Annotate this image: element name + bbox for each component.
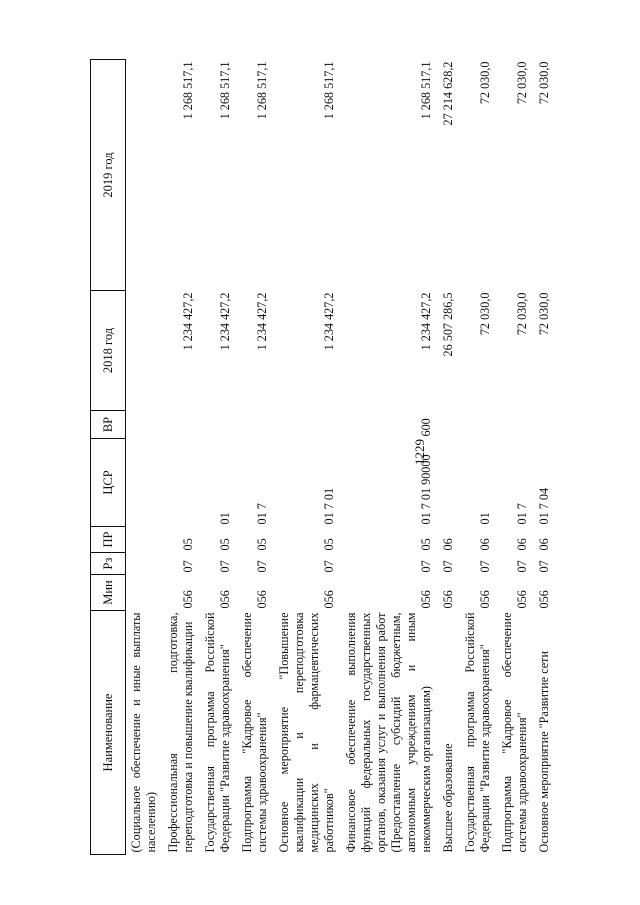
header-csr: ЦСР [91,439,126,527]
row-csr [163,439,200,527]
row-csr: 01 7 04 [537,487,551,525]
row-2018: 1 234 427,2 [181,292,195,351]
row-min [126,575,164,611]
table-row [126,60,164,855]
row-2018: 72 030,0 [478,292,492,336]
row-vr [200,411,237,439]
row-name: Подпрограмма "Кадровое обеспечение системы здравоохранения" [240,612,269,853]
row-2019: 1 268 517,1 [181,61,195,120]
header-2019: 2019 год [91,60,126,291]
row-pr: 05 [218,538,232,551]
table-header-row [91,60,126,855]
row-vr [534,411,556,439]
row-pr: 06 [478,538,492,551]
table-row [460,60,497,855]
table-row [497,60,534,855]
table-row [274,60,341,855]
row-pr: 05 [181,538,195,551]
row-min: 056 [441,590,455,609]
row-rz: 07 [537,560,551,573]
row-vr [460,411,497,439]
row-rz: 07 [255,560,269,573]
row-min: 056 [478,590,492,609]
row-rz: 07 [181,560,195,573]
row-2018: 1 234 427,2 [255,292,269,351]
row-min: 056 [515,590,529,609]
row-2018: 1 234 427,2 [419,292,433,351]
row-rz: 07 [322,560,336,573]
table-row [534,60,556,855]
table-row [341,60,438,855]
row-vr [163,411,200,439]
row-pr: 06 [537,538,551,551]
header-rz: Рз [91,553,126,575]
row-2018: 72 030,0 [537,292,551,336]
row-name: Высшее образование [441,743,455,853]
row-2018: 1 234 427,2 [218,292,232,351]
row-rz: 07 [441,560,455,573]
row-name: Основное мероприятие "Развитие сети [537,650,551,853]
row-2019: 1 268 517,1 [419,61,433,120]
rotated-page [90,60,600,855]
row-min: 056 [537,590,551,609]
budget-table [90,59,556,855]
row-name: Профессиональная подготовка, переподготовка и повышение квалификации [166,612,195,853]
row-csr: 01 [478,512,492,525]
row-csr [438,439,460,527]
row-2019: 27 214 628,2 [441,61,455,126]
row-csr: 01 7 [255,503,269,525]
row-2019 [126,60,164,291]
table-row [163,60,200,855]
row-pr: 06 [441,538,455,551]
row-csr [126,439,164,527]
table-row [200,60,237,855]
row-pr [126,527,164,553]
row-rz: 07 [218,560,232,573]
row-2018: 72 030,0 [515,292,529,336]
row-pr: 06 [515,538,529,551]
row-rz: 07 [478,560,492,573]
row-2019: 1 268 517,1 [218,61,232,120]
row-csr: 01 [218,512,232,525]
header-min: Мин [91,575,126,611]
row-vr [497,411,534,439]
header-pr: ПР [91,527,126,553]
table-row [237,60,274,855]
row-name: Подпрограмма "Кадровое обеспечение системы здравоохранения" [500,612,529,853]
row-2019: 72 030,0 [537,61,551,105]
row-vr [274,411,341,439]
row-vr [438,411,460,439]
header-2018: 2018 год [91,291,126,411]
table-row [438,60,460,855]
row-2019: 72 030,0 [478,61,492,105]
row-pr: 05 [255,538,269,551]
row-pr: 05 [419,538,433,551]
row-min: 056 [218,590,232,609]
row-csr: 01 7 01 [322,487,336,525]
row-vr [237,411,274,439]
row-name: Финансовое обеспечение выполнения функций федеральных государственных органов, оказания услуг и выполнения работ (Предоставление субсидий бюджетным, автономным учреждениям и иным некоммерческим организациям) [344,612,433,853]
row-2018: 26 507 286,5 [441,292,455,357]
row-min: 056 [419,590,433,609]
page-number: 1229 [412,439,427,465]
row-csr: 01 7 01 90000 [419,454,433,525]
header-name: Наименование [91,611,126,855]
row-rz: 07 [419,560,433,573]
row-2019: 72 030,0 [515,61,529,105]
row-name: Государственная программа Российской Федерации "Развитие здравоохранения" [463,612,492,853]
header-vr: ВР [91,411,126,439]
row-vr [126,411,164,439]
row-rz [126,553,164,575]
row-name: (Социальное обеспечение и иные выплаты населению) [129,612,158,853]
row-name: Основное мероприятие "Повышение квалификации и переподготовка медицинских и фармацевтических работников" [277,612,336,853]
row-pr: 05 [322,538,336,551]
row-2019: 1 268 517,1 [322,61,336,120]
row-vr: 600 [419,418,433,437]
row-2019: 1 268 517,1 [255,61,269,120]
row-min: 056 [181,590,195,609]
row-csr: 01 7 [515,503,529,525]
row-min: 056 [255,590,269,609]
row-2018 [126,291,164,411]
row-min: 056 [322,590,336,609]
row-2018: 1 234 427,2 [322,292,336,351]
row-name: Государственная программа Российской Федерации "Развитие здравоохранения" [203,612,232,853]
row-rz: 07 [515,560,529,573]
